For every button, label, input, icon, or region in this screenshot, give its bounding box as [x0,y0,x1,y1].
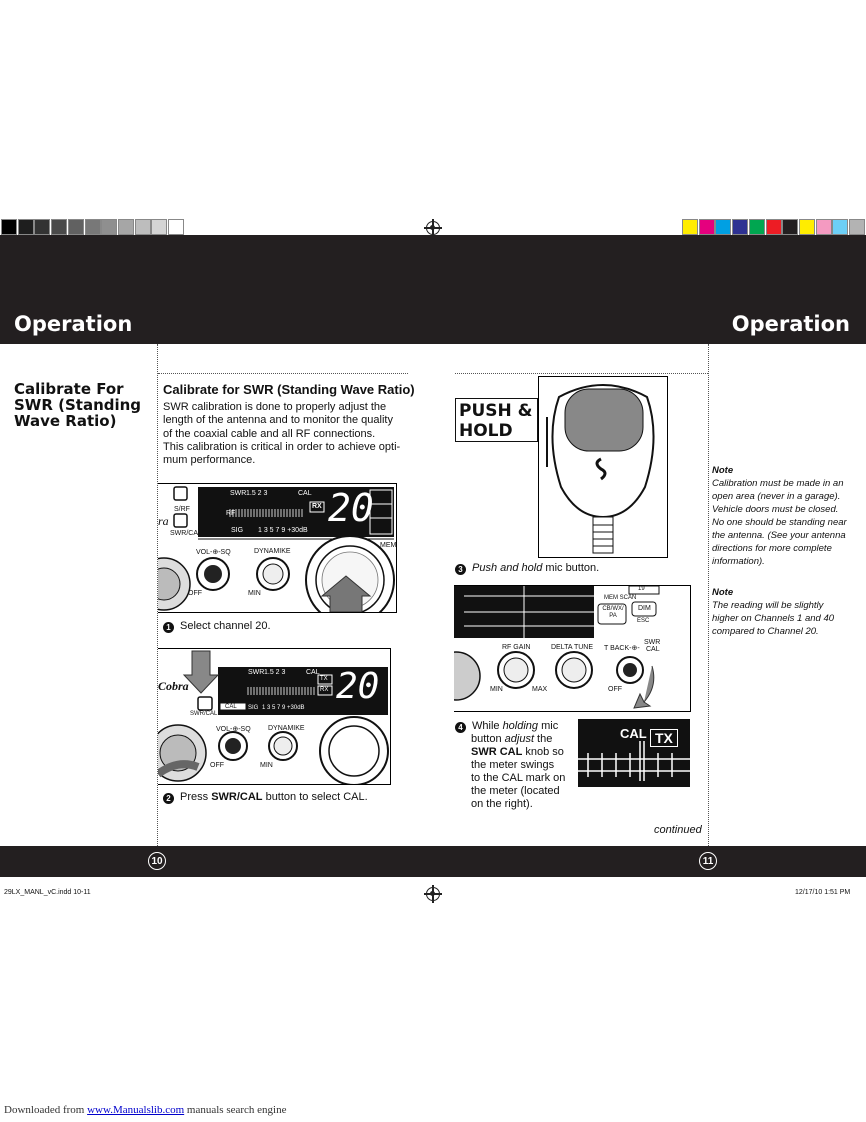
step-3-caption: 3 Push and hold mic button. [455,562,599,575]
note-2: Note The reading will be slightly higher on Channels 1 and 40 compared to Channel 20. [712,587,835,637]
radio-figure-2 [158,648,391,785]
knob-label-vol: VOL-⊕-SQ [216,726,251,733]
color-swatch [715,219,731,235]
knob-label-min: MIN [490,686,503,693]
meter-cal-mark: CAL [620,726,647,741]
knob-label-swr: SWR [644,639,661,646]
column-divider-right [708,344,709,846]
knob-label-min: MIN [248,590,261,597]
slug-right: 12/17/10 1:51 PM [795,889,851,896]
gray-swatch [18,219,34,235]
meter-scale: 1 3 5 7 9 +30dB [262,705,305,711]
page-title-right: Operation [731,312,850,336]
side-heading: Calibrate For SWR (Standing Wave Ratio) [14,380,142,430]
download-footer: Downloaded from www.Manualslib.com manuals search engine [4,1104,287,1116]
button-19: 19 [638,586,645,592]
channel-display: 20 [328,486,374,530]
color-swatch [766,219,782,235]
meter-tx-indicator: TX [650,729,678,747]
color-swatch [699,219,715,235]
gray-swatch [85,219,101,235]
knob-label-rf-gain: RF GAIN [502,644,531,651]
meter-label-swr: SWR [248,669,265,676]
meter-label-rf: RF [226,510,236,517]
gray-swatch [1,219,17,235]
note-1: Note Calibration must be made in an open area (never in a garage). Vehicle doors must be closed. No one should be standing near the antenna. (See your antenna directions for more complete information). [712,465,847,567]
microphone-figure [538,376,668,558]
color-swatch [732,219,748,235]
push-hold-callout: PUSH & HOLD [455,398,538,442]
gray-swatch [151,219,167,235]
meter-label-sig: SIG [248,705,259,711]
knob-label-cal: CAL [646,646,660,653]
knob-label-max: MAX [532,686,548,693]
knob-label-dynamike: DYNAMIKE [268,725,305,732]
knob-label-off: OFF [210,762,224,769]
color-swatch [682,219,698,235]
footer-band [0,846,866,877]
rule-top-left [158,373,408,374]
gray-swatch [34,219,50,235]
knob-label-min: MIN [260,762,273,769]
label-swrcal: SWR/CAL [170,530,202,537]
meter-scale-top: 1.5 2 3 [264,669,286,676]
knob-label-off: OFF [188,590,202,597]
label-esc: ESC [637,618,650,624]
meter-scale-top: 1.5 2 3 [246,490,268,497]
color-swatch [816,219,832,235]
cb-wx-pa-button: CB/WX/ PA [602,606,624,619]
label-mem: MEM [380,542,397,549]
continued-label: continued [654,824,702,836]
page-number-right: 11 [699,852,717,870]
meter-label-cal: CAL [306,669,320,676]
intro-paragraph: SWR calibration is done to properly adjust the length of the antenna and to monitor the quality of the coaxial cable and all RF connections. This calibration is critical in order to achieve opti- mum performance. [163,401,401,467]
gray-swatch [101,219,117,235]
brand-logo: Cobra [158,679,189,693]
gray-swatch [51,219,67,235]
meter-scale: 1 3 5 7 9 +30dB [258,527,308,534]
slug-left: 29LX_MANL_vC.indd 10-11 [4,889,91,896]
color-swatch [782,219,798,235]
knob-label-dynamike: DYNAMIKE [254,548,291,555]
brand-logo: ra [158,514,169,528]
meter-label-cal: CAL [298,490,312,497]
knob-label-vol: VOL-⊕-SQ [196,549,231,556]
rule-top-right [455,373,708,374]
gray-swatch [135,219,151,235]
gray-swatch [68,219,84,235]
label-mem-scan: MEM SCAN [604,595,637,601]
rx-indicator: RX [312,503,322,510]
meter-closeup [578,719,690,787]
meter-label-swr: SWR [230,490,247,497]
label-srf: S/RF [174,506,190,513]
label-swrcal: SWR/CAL [190,711,218,717]
rx-indicator: RX [320,687,329,693]
section-subheading: Calibrate for SWR (Standing Wave Ratio) [163,382,415,397]
registration-mark-icon [426,221,440,235]
cal-button-label: CAL [225,704,237,710]
knob-label-delta-tune: DELTA TUNE [551,644,594,651]
gray-swatch [118,219,134,235]
tx-indicator: TX [320,676,328,682]
step-1-caption: 1 Select channel 20. [163,620,271,633]
registration-mark-bottom-icon [426,887,440,901]
gray-swatch [168,219,184,235]
color-swatch [799,219,815,235]
page-title-left: Operation [14,312,133,336]
color-swatch [849,219,865,235]
step-4-caption: 4 While holding mic button adjust the SWR CAL knob so the meter swings to the CAL mark on the meter (located on the right). [455,720,575,811]
page-number-left: 10 [148,852,166,870]
knob-label-off: OFF [608,686,622,693]
manualslib-link[interactable]: www.Manualslib.com [87,1104,185,1116]
meter-label-sig: SIG [231,527,244,534]
color-swatch [832,219,848,235]
radio-figure-3 [454,585,691,712]
dim-button: DIM [638,605,651,612]
radio-figure-1 [158,483,397,613]
knob-label-tback: T BACK-⊕- [604,645,640,652]
step-2-caption: 2 Press SWR/CAL button to select CAL. [163,791,368,804]
channel-display: 20 [336,666,380,707]
color-swatch [749,219,765,235]
